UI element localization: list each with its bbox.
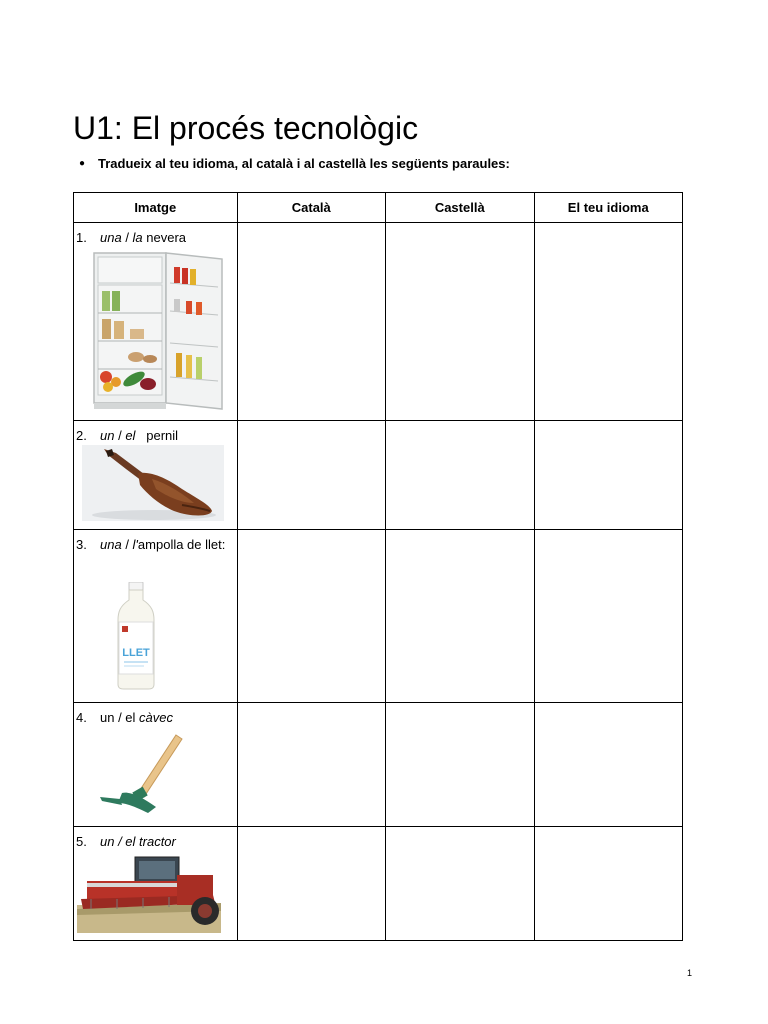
- spanish-answer-cell[interactable]: [386, 223, 534, 421]
- catalan-answer-cell[interactable]: [237, 703, 385, 827]
- spanish-answer-cell[interactable]: [386, 827, 534, 941]
- header-spanish: Castellà: [386, 193, 534, 223]
- table-row: [74, 827, 683, 941]
- vocabulary-table: [73, 192, 683, 941]
- catalan-answer-cell[interactable]: [237, 223, 385, 421]
- table-row: [74, 421, 683, 530]
- image-cell: [74, 421, 238, 530]
- catalan-answer-cell[interactable]: [237, 530, 385, 703]
- image-cell: [74, 530, 238, 703]
- own-language-answer-cell[interactable]: [534, 703, 683, 827]
- table-row: [74, 530, 683, 703]
- own-language-answer-cell[interactable]: [534, 223, 683, 421]
- instruction-text: Tradueix al teu idioma, al català i al castellà les següents paraules:: [98, 156, 510, 171]
- item-label: 2. un / el pernil: [76, 428, 179, 443]
- hoe-image: [98, 731, 184, 815]
- header-image: Imatge: [74, 193, 238, 223]
- own-language-answer-cell[interactable]: [534, 827, 683, 941]
- table-row: [74, 703, 683, 827]
- header-catalan: Català: [237, 193, 385, 223]
- bullet-icon: ●: [79, 158, 86, 169]
- spanish-answer-cell[interactable]: [386, 530, 534, 703]
- item-label: 5. un / el tractor: [76, 834, 176, 849]
- header-own-language: El teu idioma: [534, 193, 683, 223]
- milk-bottle-image: [116, 582, 156, 690]
- spanish-answer-cell[interactable]: [386, 421, 534, 530]
- own-language-answer-cell[interactable]: [534, 530, 683, 703]
- fridge-image: [90, 249, 226, 413]
- milk-label: LLET: [122, 647, 150, 659]
- tractor-image: [77, 853, 221, 933]
- own-language-answer-cell[interactable]: [534, 421, 683, 530]
- catalan-answer-cell[interactable]: [237, 421, 385, 530]
- item-label: 4. un / el càvec: [76, 710, 173, 725]
- ham-image: [82, 445, 224, 521]
- spanish-answer-cell[interactable]: [386, 703, 534, 827]
- table-header-row: [74, 193, 683, 223]
- image-cell: [74, 223, 238, 421]
- table-row: [74, 223, 683, 421]
- catalan-answer-cell[interactable]: [237, 827, 385, 941]
- page-title: U1: El procés tecnològic: [73, 110, 419, 146]
- image-cell: [74, 703, 238, 827]
- item-label: 3. una / l'ampolla de llet:: [76, 537, 226, 552]
- page-number: 1: [686, 968, 692, 978]
- item-label: 1. una / la nevera: [76, 230, 187, 245]
- image-cell: [74, 827, 238, 941]
- instruction: [79, 155, 510, 173]
